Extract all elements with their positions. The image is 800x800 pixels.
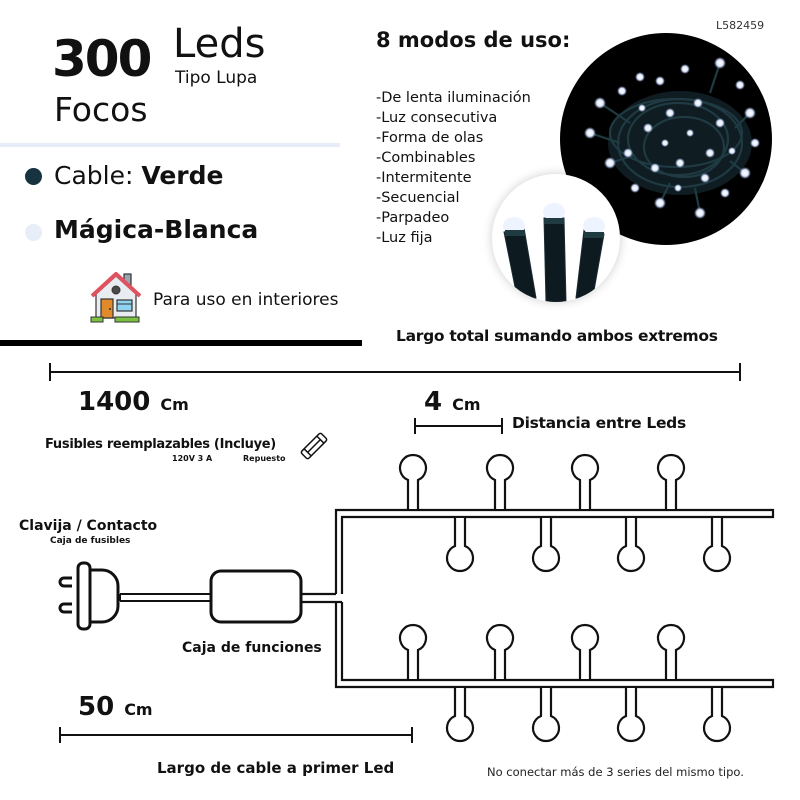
led-bulb-icon — [487, 625, 513, 679]
lead-cable — [120, 594, 211, 601]
led-bulb-icon — [447, 688, 473, 741]
cable-value: Verde — [141, 161, 224, 190]
spacing-number: 4 — [424, 387, 443, 417]
led-bulb-icon — [447, 518, 473, 571]
subtitle: Focos — [54, 90, 148, 129]
plug-label: Clavija / Contacto — [19, 518, 158, 534]
led-bulb-icon — [618, 688, 644, 741]
led-bulb-icon — [400, 625, 426, 679]
fuse-icon — [301, 433, 328, 460]
mode-item: -De lenta iluminación — [376, 90, 531, 106]
bus-cable — [301, 510, 773, 687]
plug-sublabel: Caja de fusibles — [50, 536, 131, 546]
lead-length-dimension — [60, 727, 412, 743]
spacing-unit: Cm — [452, 395, 481, 414]
spacing-label: Distancia entre Leds — [512, 414, 686, 432]
mode-item: -Combinables — [376, 150, 476, 166]
lead-length-number: 50 — [78, 692, 115, 722]
mode-item: -Forma de olas — [376, 130, 484, 146]
led-unit: Leds — [173, 21, 266, 67]
led-bulb-icon — [572, 625, 598, 679]
total-length-label: Largo total sumando ambos extremos — [396, 327, 718, 345]
led-bulb-icon — [704, 518, 730, 571]
led-bulb-icon — [658, 625, 684, 679]
plug-icon — [60, 563, 118, 629]
total-length-number: 1400 — [78, 387, 151, 417]
sku: L582459 — [716, 19, 765, 32]
mode-item: -Luz fija — [376, 230, 433, 246]
led-bulb-icon — [533, 688, 559, 741]
fuses-rating: 120V 3 A — [172, 454, 213, 463]
spacing-dimension — [415, 418, 502, 434]
led-bulb-icon — [704, 688, 730, 741]
light-color: Mágica-Blanca — [54, 215, 259, 244]
total-length-dimension — [50, 363, 740, 381]
fuses-spare: Repuesto — [243, 454, 286, 463]
led-bulbs-top — [400, 455, 730, 571]
mode-item: -Intermitente — [376, 170, 472, 186]
led-bulb-icon — [658, 455, 684, 509]
led-bulb-icon — [487, 455, 513, 509]
fuses-label: Fusibles reemplazables (Incluye) — [45, 437, 276, 452]
total-length-unit: Cm — [160, 395, 189, 414]
warning-note: No conectar más de 3 series del mismo tipo. — [487, 765, 744, 779]
led-count: 300 — [52, 30, 151, 88]
led-bulb-icon — [572, 455, 598, 509]
led-type: Tipo Lupa — [175, 68, 258, 88]
led-bulb-icon — [618, 518, 644, 571]
led-bulb-icon — [533, 518, 559, 571]
lead-length-label: Largo de cable a primer Led — [157, 759, 395, 777]
mode-item: -Parpadeo — [376, 210, 450, 226]
mode-item: -Secuencial — [376, 190, 460, 206]
cable-label: Cable: — [54, 161, 142, 190]
led-bulb-icon — [400, 455, 426, 509]
lead-length-unit: Cm — [124, 700, 153, 719]
modes-title: 8 modos de uso: — [376, 28, 571, 52]
controller-box — [211, 571, 301, 622]
led-bulbs-bottom — [400, 625, 730, 741]
mode-item: -Luz consecutiva — [376, 110, 498, 126]
controller-label: Caja de funciones — [182, 640, 322, 656]
usage-label: Para uso en interiores — [153, 290, 339, 310]
